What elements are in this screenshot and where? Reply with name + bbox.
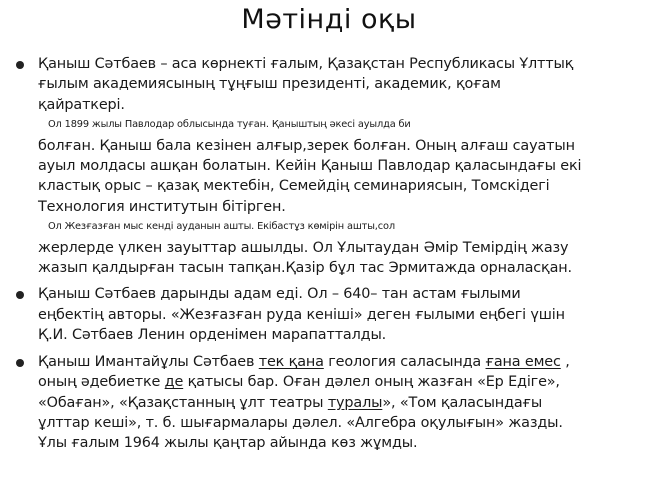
text-line: ауыл молдасы ашқан болатын. Кейін Қаныш Павлодар қаласындағы екі <box>38 158 582 175</box>
text-line: болған. Қаныш бала кезінен алғыр,зерек болған. Оның алғаш сауатын <box>38 137 575 154</box>
text-line <box>38 372 644 392</box>
paragraph-1 <box>12 54 644 278</box>
text-line <box>38 393 644 413</box>
text-line: Ол 1899 жылы Павлодар облысында туған. Қаныштың әкесі ауылда би <box>48 119 411 131</box>
text-line: ғылым академиясының тұңғыш президенті, академик, қоғам <box>38 76 501 93</box>
text-segment: , <box>560 353 570 370</box>
underlined-phrase: ғана емес <box>485 353 561 370</box>
text-line: жазып қалдырған тасын тапқан.Қазір бұл тас Эрмитажда орналасқан. <box>38 260 572 277</box>
paragraph-2 <box>12 284 644 345</box>
underlined-phrase: туралы <box>327 394 383 411</box>
text-line: жерлерде үлкен зауыттар ашылды. Ол Ұлытаудан Әмір Темірдің жазу <box>38 239 569 256</box>
text-line: ұлттар кеші», т. б. шығармалары дәлел. «Алгебра оқулығын» жазды. <box>38 414 563 431</box>
text-line: Технология институтын бітірген. <box>38 198 286 215</box>
text-segment: оның әдебиетке <box>38 374 165 391</box>
underlined-phrase: де <box>164 374 184 391</box>
text-line: Ұлы ғалым 1964 жылы қаңтар айында көз жұмды. <box>38 435 418 452</box>
paragraph-3 <box>12 352 644 454</box>
text-line <box>38 352 644 372</box>
bullet-icon <box>16 359 24 367</box>
text-line: Қ.И. Сәтбаев Ленин орденімен марапатталды. <box>38 327 387 344</box>
bullet-icon <box>16 61 24 69</box>
text-segment: геология саласында <box>323 353 486 370</box>
text-segment: Қаныш Имантайұлы Сәтбаев <box>38 353 259 370</box>
text-line: еңбектің авторы. «Жезғазған руда кеніші» деген ғылыми еңбегі үшін <box>38 306 565 323</box>
underlined-phrase: тек қана <box>258 353 324 370</box>
text-segment: «Обаған», «Қазақстанның ұлт театры <box>38 394 328 411</box>
bullet-icon <box>16 291 24 299</box>
text-line: Қаныш Сәтбаев – аса көрнекті ғалым, Қазақстан Республикасы Ұлттық <box>38 56 574 72</box>
text-segment: қатысы бар. Оған дәлел оның жазған «Ер Едіге», <box>183 374 560 391</box>
page-title: Мәтінді оқы <box>241 4 417 35</box>
text-line: қайраткері. <box>38 96 125 113</box>
text-line: Ол Жезғазған мыс кенді ауданын ашты. Екібастұз көмірін ашты,сол <box>48 221 395 233</box>
text-segment: », «Том қаласындағы <box>382 394 543 411</box>
text-line: кластық орыс – қазақ мектебін, Семейдің семинариясын, Томскідегі <box>38 178 550 195</box>
text-line: Қаныш Сәтбаев дарынды адам еді. Ол – 640– тан астам ғылыми <box>38 286 521 303</box>
text-body <box>12 54 644 454</box>
